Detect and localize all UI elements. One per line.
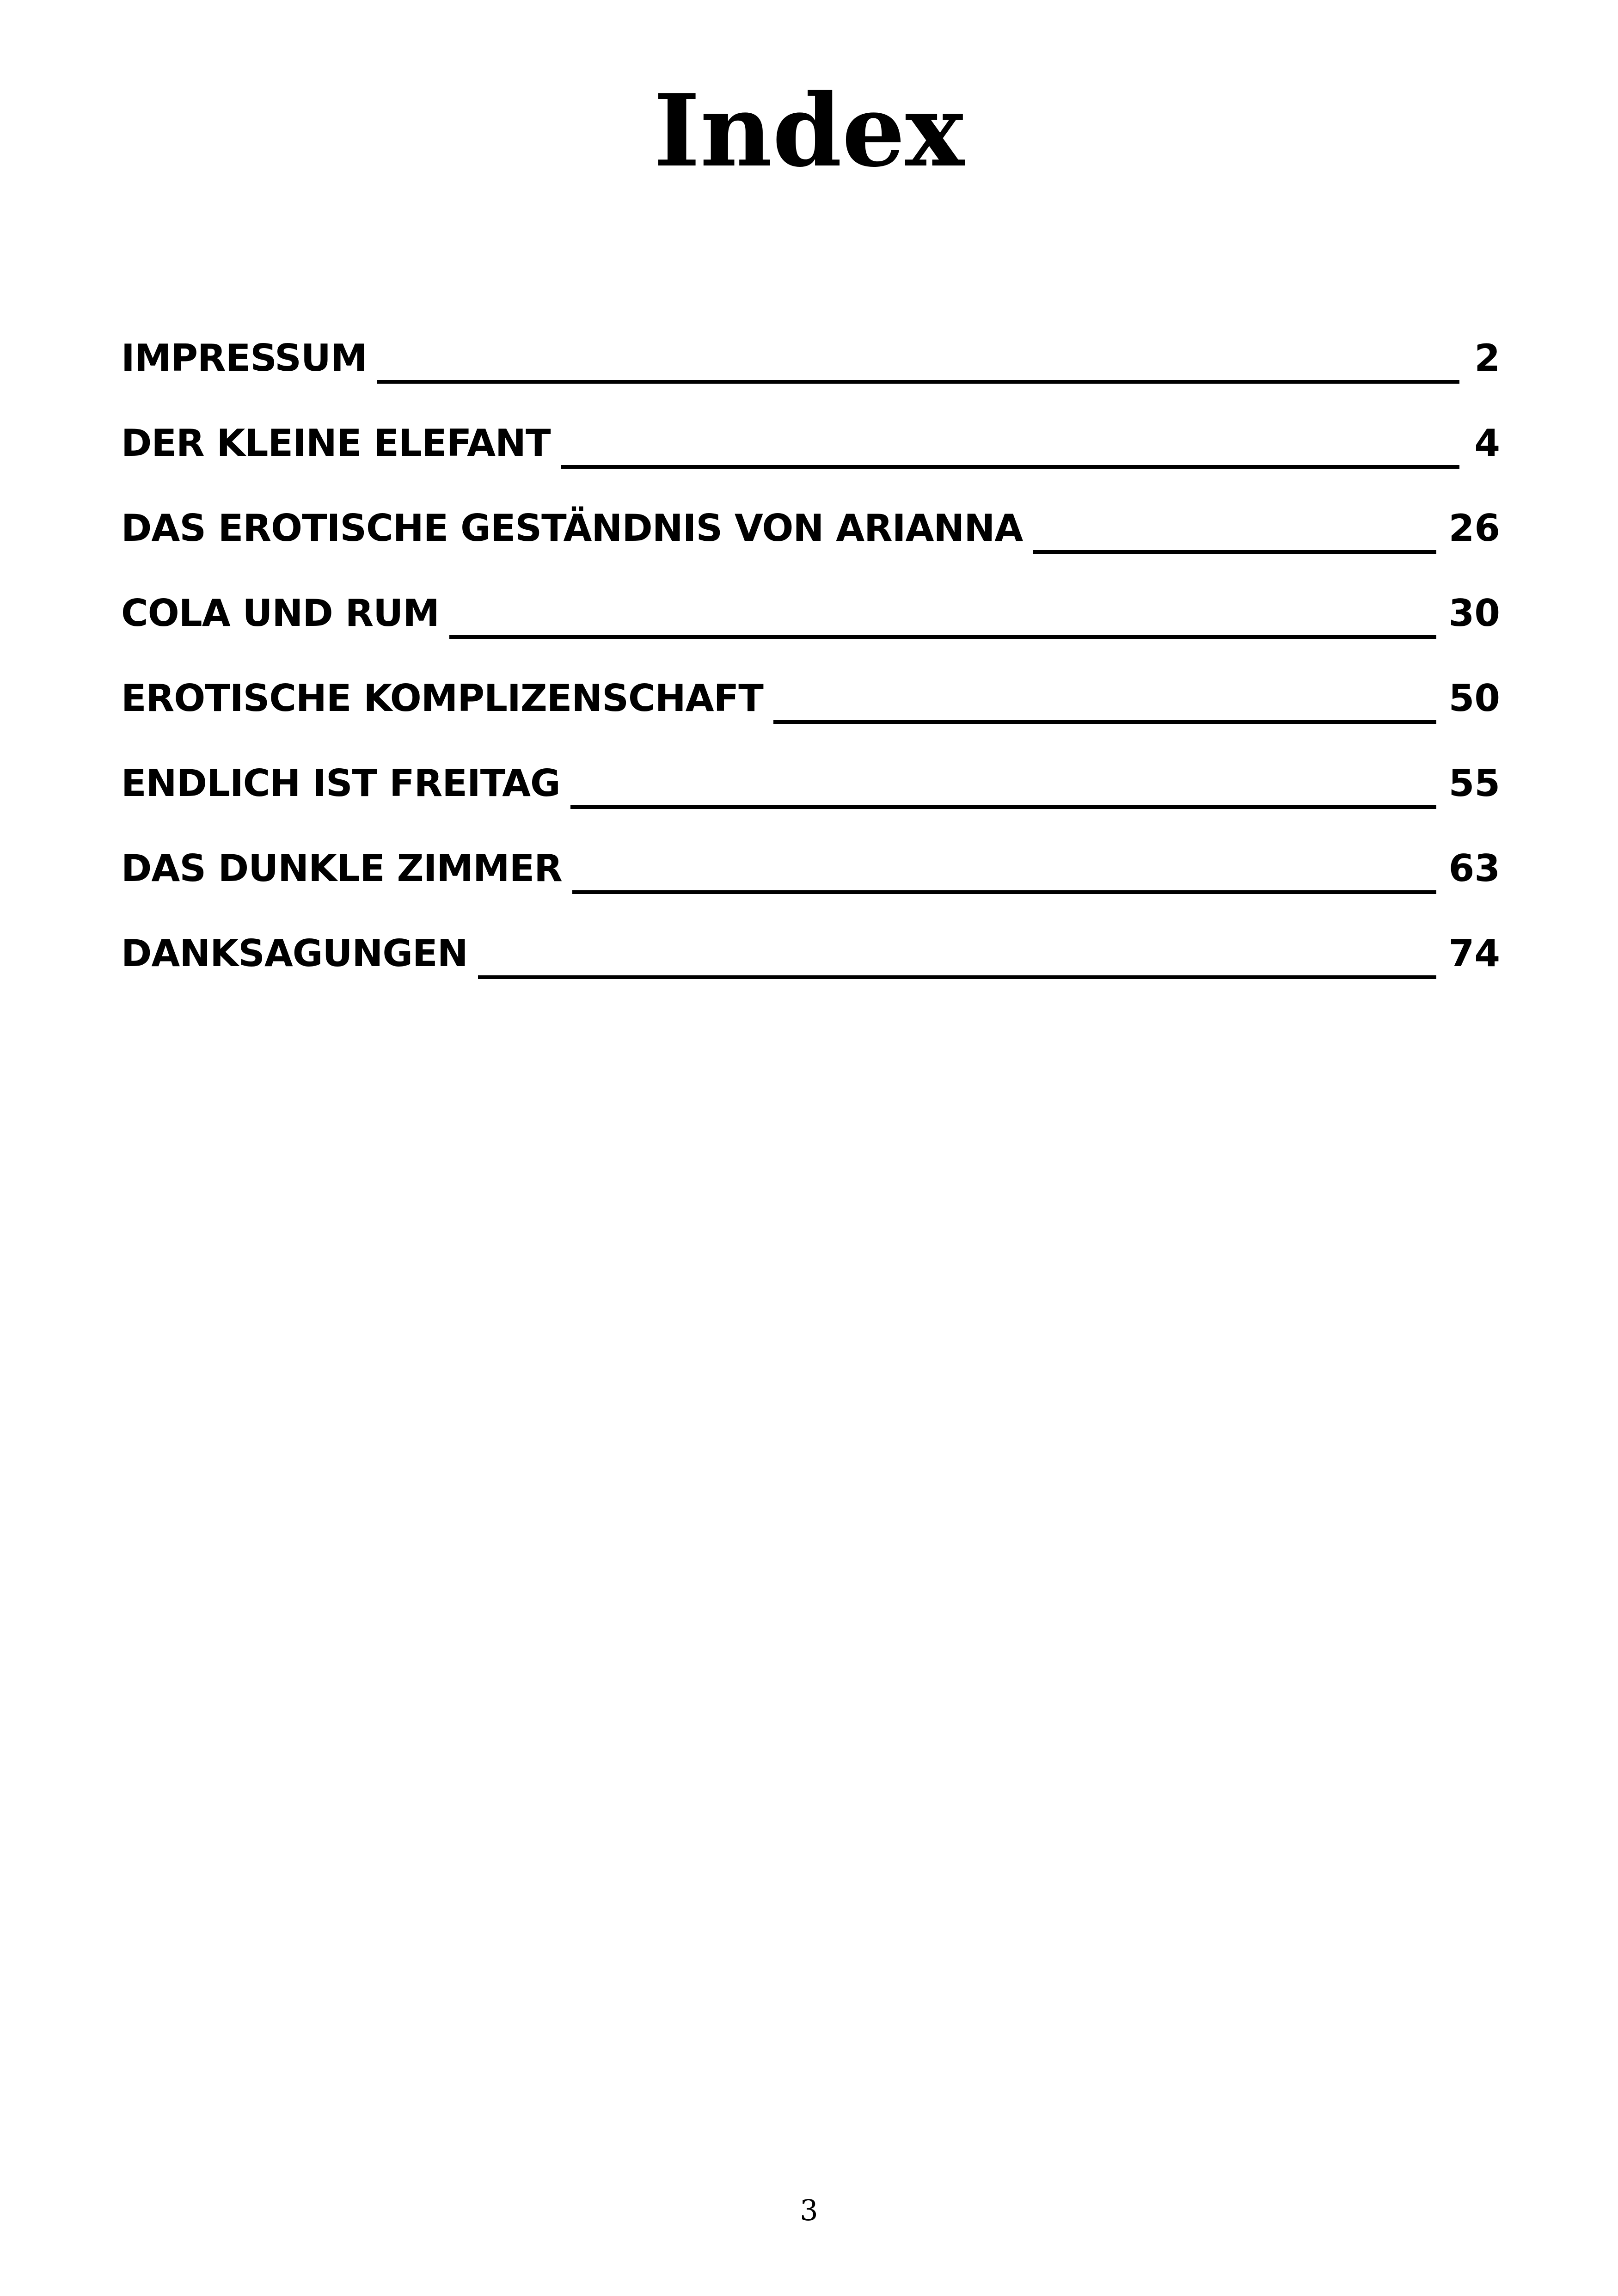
toc-entry-page: 50 [1448, 677, 1500, 720]
toc-entry-das-dunkle-zimmer[interactable] [121, 834, 1500, 919]
table-of-contents [121, 324, 1500, 1004]
toc-entry-page: 63 [1448, 847, 1500, 890]
toc-entry-page: 74 [1448, 932, 1500, 975]
toc-entry-erotische-komplizenschaft[interactable] [121, 664, 1500, 749]
toc-entry-impressum[interactable] [121, 324, 1500, 409]
toc-entry-page: 2 [1474, 337, 1500, 380]
toc-entry-der-kleine-elefant[interactable] [121, 409, 1500, 494]
toc-entry-cola-und-rum[interactable] [121, 579, 1500, 664]
toc-entry-label: ENDLICH IST FREITAG [121, 762, 560, 805]
toc-entry-label: COLA UND RUM [121, 592, 439, 635]
toc-leader-line [773, 720, 1436, 724]
toc-entry-label: IMPRESSUM [121, 337, 367, 380]
toc-leader-line [449, 635, 1436, 639]
toc-leader-line [570, 805, 1436, 809]
toc-entry-page: 30 [1448, 592, 1500, 635]
toc-leader-line [1033, 550, 1436, 554]
toc-entry-label: DER KLEINE ELEFANT [121, 422, 551, 465]
toc-entry-label: EROTISCHE KOMPLIZENSCHAFT [121, 677, 763, 720]
page-title: Index [653, 72, 965, 189]
toc-entry-page: 26 [1448, 507, 1500, 550]
toc-entry-label: DANKSAGUNGEN [121, 932, 468, 975]
toc-leader-line [478, 975, 1436, 979]
toc-leader-line [561, 465, 1459, 469]
toc-entry-endlich-ist-freitag[interactable] [121, 749, 1500, 834]
toc-entry-label: DAS EROTISCHE GESTÄNDNIS VON ARIANNA [121, 507, 1023, 550]
toc-entry-label: DAS DUNKLE ZIMMER [121, 847, 562, 890]
toc-entry-das-erotische-gestaendnis[interactable] [121, 494, 1500, 579]
toc-entry-danksagungen[interactable] [121, 919, 1500, 1004]
toc-entry-page: 4 [1474, 422, 1500, 465]
page-number: 3 [800, 2193, 818, 2227]
toc-leader-line [377, 380, 1459, 384]
toc-leader-line [572, 890, 1436, 894]
toc-entry-page: 55 [1448, 762, 1500, 805]
